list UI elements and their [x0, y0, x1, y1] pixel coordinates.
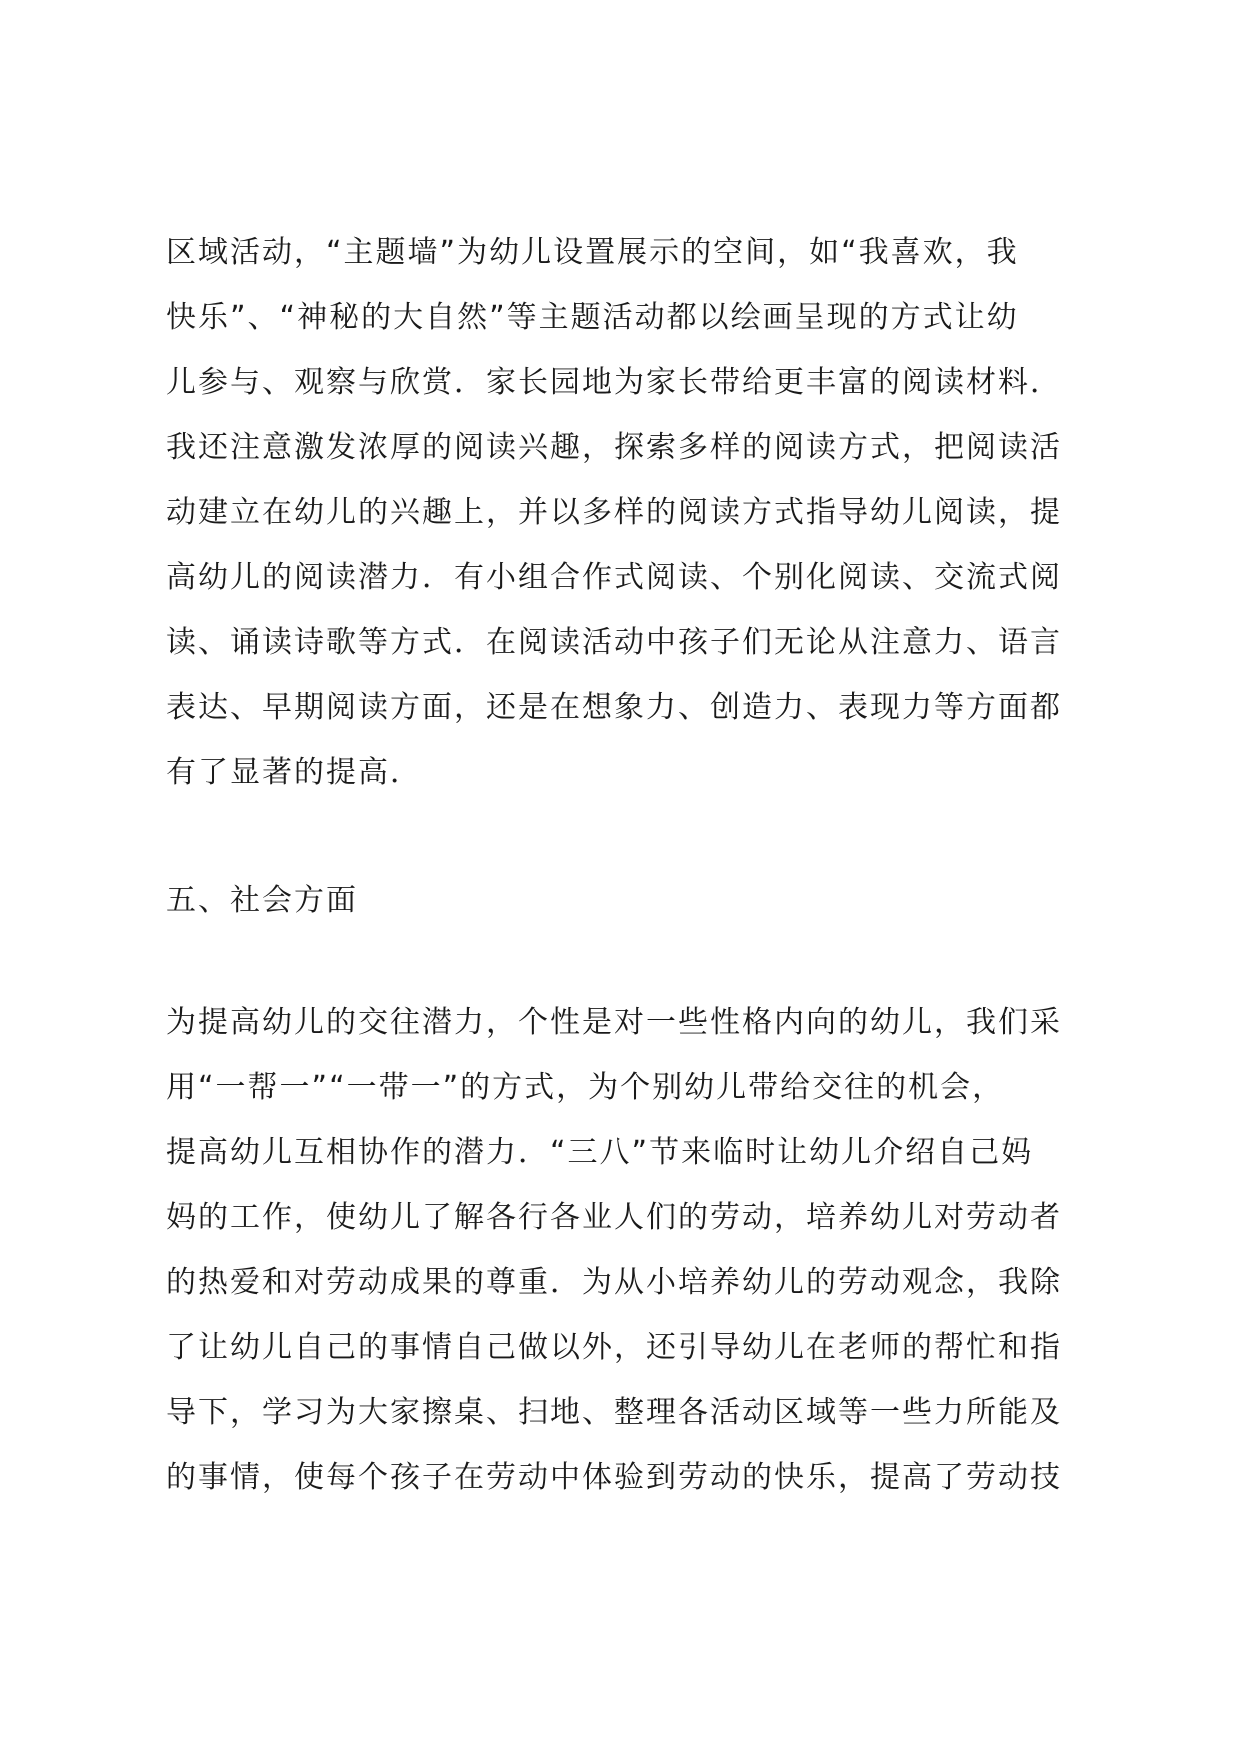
text-line: 导下，学习为大家擦桌、扫地、整理各活动区域等一些力所能及: [166, 1395, 1062, 1430]
text-line: 的事情，使每个孩子在劳动中体验到劳动的快乐，提高了劳动技: [166, 1460, 1062, 1495]
text-line: 我还注意激发浓厚的阅读兴趣，探索多样的阅读方式，把阅读活: [166, 430, 1062, 465]
text-line: 表达、早期阅读方面，还是在想象力、创造力、表现力等方面都: [166, 690, 1062, 725]
text-line: 儿参与、观察与欣赏．家长园地为家长带给更丰富的阅读材料．: [166, 365, 1062, 400]
text-line: 的热爱和对劳动成果的尊重．为从小培养幼儿的劳动观念，我除: [166, 1265, 1062, 1300]
text-line: 提高幼儿互相协作的潜力．“三八”节来临时让幼儿介绍自己妈: [166, 1135, 1034, 1170]
text-line: 了让幼儿自己的事情自己做以外，还引导幼儿在老师的帮忙和指: [166, 1330, 1062, 1365]
paragraph-social-aspect: [166, 990, 1086, 1510]
text-line: 区域活动，“主题墙”为幼儿设置展示的空间，如“我喜欢，我: [166, 235, 1019, 270]
text-line: 读、诵读诗歌等方式．在阅读活动中孩子们无论从注意力、语言: [166, 625, 1062, 660]
paragraph-reading-activities: [166, 220, 1086, 805]
text-line: 动建立在幼儿的兴趣上，并以多样的阅读方式指导幼儿阅读，提: [166, 495, 1062, 530]
text-line: 为提高幼儿的交往潜力，个性是对一些性格内向的幼儿，我们采: [166, 1005, 1062, 1040]
text-line: 有了显著的提高．: [166, 755, 422, 790]
section-heading: [166, 868, 1086, 933]
text-line: 用“一帮一”“一带一”的方式，为个别幼儿带给交往的机会，: [166, 1070, 1005, 1105]
text-line: 妈的工作，使幼儿了解各行各业人们的劳动，培养幼儿对劳动者: [166, 1200, 1062, 1235]
text-line: 快乐”、“神秘的大自然”等主题活动都以绘画呈现的方式让幼: [166, 300, 1019, 335]
section-heading-text: 五、社会方面: [166, 883, 358, 918]
text-line: 高幼儿的阅读潜力．有小组合作式阅读、个别化阅读、交流式阅: [166, 560, 1062, 595]
